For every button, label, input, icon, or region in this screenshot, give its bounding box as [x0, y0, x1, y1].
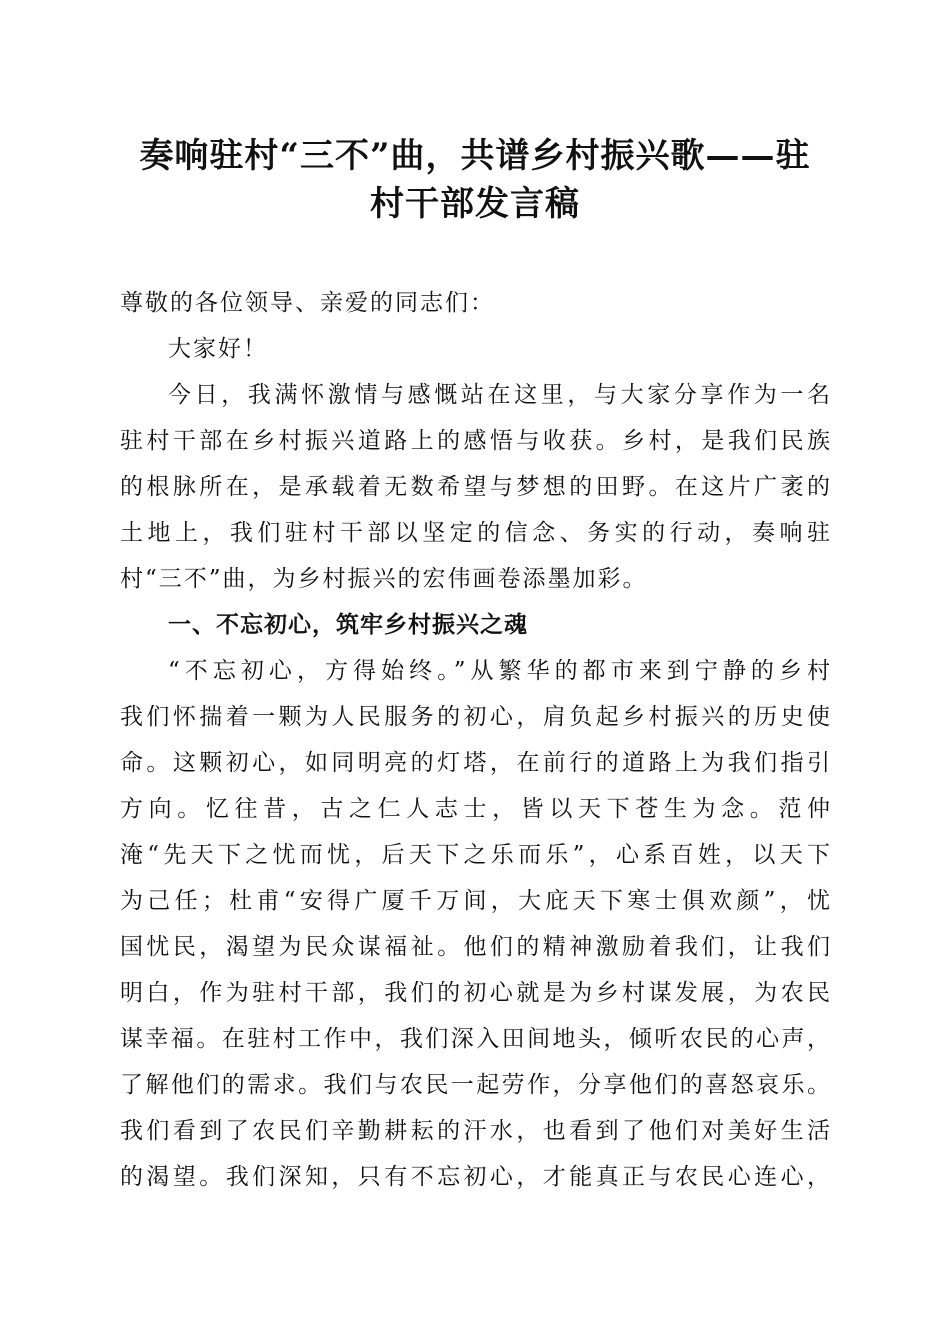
paragraph-line: 的根脉所在，是承载着无数希望与梦想的田野。在这片广袤的: [120, 474, 832, 500]
paragraph-line: 了解他们的需求。我们与农民一起劳作，分享他们的喜怒哀乐。: [120, 1072, 832, 1098]
paragraph-line: 今日，我满怀激情与感慨站在这里，与大家分享作为一名: [168, 382, 832, 408]
paragraph-line: 为己任；杜甫“安得广厦千万间，大庇天下寒士俱欢颜”，忧: [120, 888, 832, 914]
section1-paragraph: [120, 648, 832, 1200]
paragraph-line: 村“三不”曲，为乡村振兴的宏伟画卷添墨加彩。: [120, 566, 648, 592]
paragraph-line: 明白，作为驻村干部，我们的初心就是为乡村谋发展，为农民: [120, 980, 832, 1006]
title-line: 奏响驻村“三不”曲，共谱乡村振兴歌——驻: [139, 136, 811, 176]
paragraph-line: 我们怀揣着一颗为人民服务的初心，肩负起乡村振兴的历史使: [120, 704, 832, 730]
paragraph-line: 命。这颗初心，如同明亮的灯塔，在前行的道路上为我们指引: [120, 750, 832, 776]
section-heading: 一、不忘初心，筑牢乡村振兴之魂: [168, 612, 528, 638]
document-title: [110, 132, 840, 228]
paragraph-line: 土地上，我们驻村干部以坚定的信念、务实的行动，奏响驻: [120, 520, 832, 546]
paragraph-line: 的渴望。我们深知，只有不忘初心，才能真正与农民心连心，: [120, 1164, 832, 1190]
paragraph-line: 淹“先天下之忧而忧，后天下之乐而乐”，心系百姓，以天下: [120, 842, 832, 868]
paragraph-line: 国忧民，渴望为民众谋福祉。他们的精神激励着我们，让我们: [120, 934, 832, 960]
paragraph-line: 谋幸福。在驻村工作中，我们深入田间地头，倾听农民的心声，: [120, 1026, 832, 1052]
paragraph-line: 驻村干部在乡村振兴道路上的感悟与收获。乡村，是我们民族: [120, 428, 832, 454]
greeting: 大家好！: [168, 336, 268, 362]
paragraph-line: “不忘初心，方得始终。”从繁华的都市来到宁静的乡村: [168, 658, 832, 684]
intro-paragraph: [120, 372, 832, 602]
document-body: [120, 280, 832, 1200]
paragraph-line: 方向。忆往昔，古之仁人志士，皆以天下苍生为念。范仲: [120, 796, 832, 822]
title-line: 村干部发言稿: [370, 184, 580, 224]
salutation: 尊敬的各位领导、亲爱的同志们：: [120, 290, 495, 316]
paragraph-line: 我们看到了农民们辛勤耕耘的汗水，也看到了他们对美好生活: [120, 1118, 832, 1144]
